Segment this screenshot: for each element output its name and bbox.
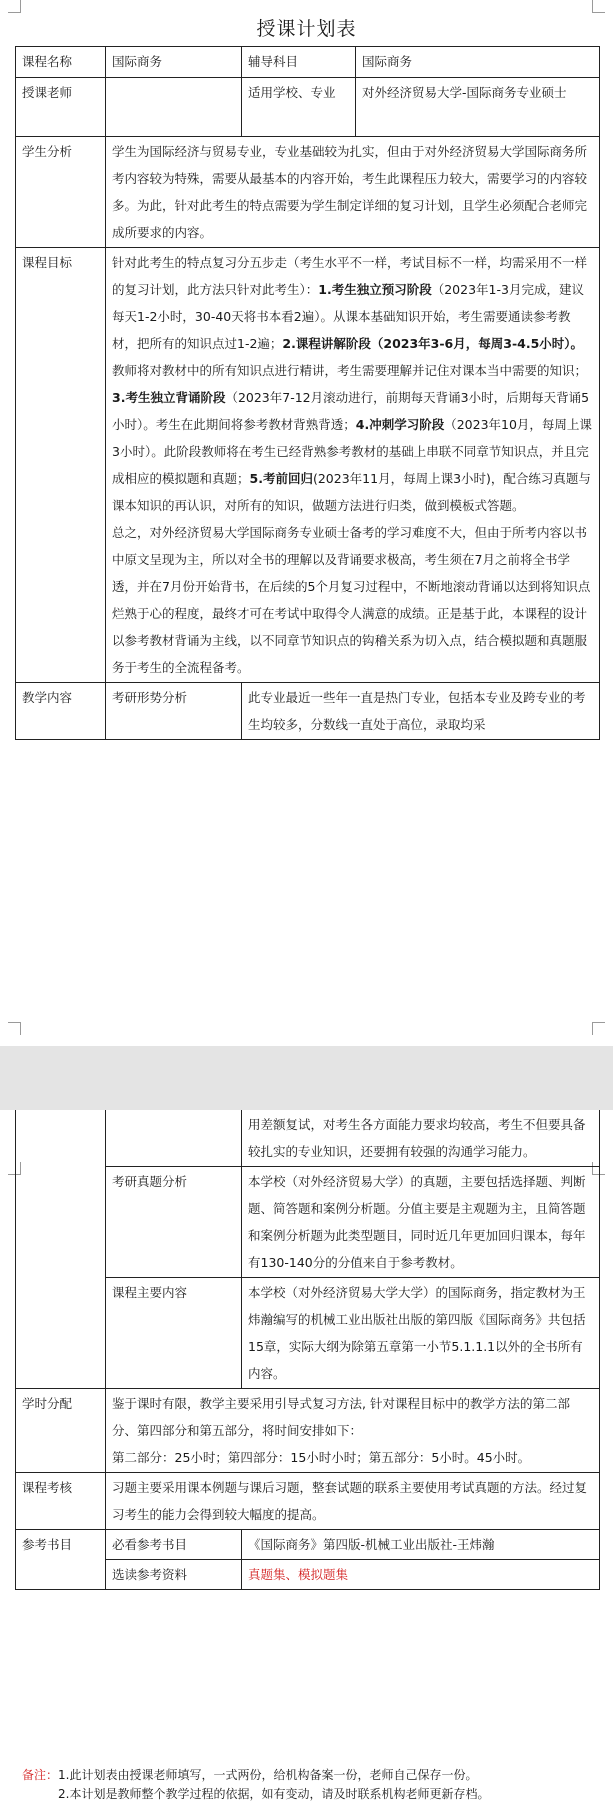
trend-analysis-text <box>242 683 600 740</box>
table-row <box>16 1389 600 1473</box>
table-row <box>16 78 600 137</box>
references-label: 参考书目 <box>16 1530 106 1590</box>
required-reading-label: 必看参考书目 <box>106 1530 242 1560</box>
footnote-1 <box>22 1766 602 1785</box>
hours-line-2: 第二部分：25小时；第四部分：15小时小时；第五部分：5小时。45小时。 <box>112 1450 531 1465</box>
student-analysis-content: 学生为国际经济与贸易专业，专业基础较为扎实，但由于对外经济贸易大学国际商务所考内容较为特殊，需要从最基本的内容开始，考生此课程压力较大，需要学习的内容较多。为此，针对此考生的特点需要为学生制定详细的复习计划，且学生必须配合老师完成所要求的内容。 <box>112 144 588 240</box>
required-reading-value: 《国际商务》第四版-机械工业出版社-王炜瀚 <box>242 1530 600 1560</box>
corner-mark <box>592 1022 605 1035</box>
teacher-label: 授课老师 <box>16 78 106 137</box>
optional-reading-value: 真题集、模拟题集 <box>242 1560 600 1590</box>
goal-stage-2-text: 教师将对教材中的所有知识点进行精讲，考生需要理解并记住对课本当中需要的知识； <box>112 363 588 378</box>
main-content-label: 课程主要内容 <box>106 1278 242 1389</box>
goal-stage-1-title: 1.考生独立预习阶段 <box>318 282 432 297</box>
teaching-content-label-continued <box>16 1110 106 1389</box>
plan-table-part2 <box>15 1110 600 1590</box>
student-analysis-label: 学生分析 <box>16 137 106 248</box>
main-content-content: 本学校（对外经济贸易大学大学）的国际商务，指定教材为王炜瀚编写的机械工业出版社出版的第四版《国际商务》共包括15章，实际大纲为除第五章第一小节5.1.1.1以外的全书所有内容。 <box>248 1285 586 1381</box>
sub-subject-label: 辅导科目 <box>242 47 356 78</box>
footnote-1-text: 1.此计划表由授课老师填写，一式两份，给机构备案一份，老师自己保存一份。 <box>58 1768 478 1782</box>
table-row <box>16 1110 600 1167</box>
goal-intro: 针对此考生的特点复习分五步走（考生水平不一样，考试目标不一样，均需采用不一样的复习计划，此方法只针对此考生）： <box>112 255 588 297</box>
main-content-text <box>242 1278 600 1389</box>
footnotes <box>22 1766 602 1804</box>
page-title: 授课计划表 <box>256 18 357 40</box>
footnote-label: 备注： <box>22 1768 59 1782</box>
trend-analysis-content-p1: 此专业最近一些年一直是热门专业，包括本专业及跨专业的考生均较多，分数线一直处于高位，录取均采 <box>248 690 586 732</box>
trend-analysis-label: 考研形势分析 <box>106 683 242 740</box>
plan-table-part1 <box>15 46 600 740</box>
footnote-2-text: 2.本计划是教师整个教学过程的依据，如有变动，请及时联系机构老师更新存档。 <box>58 1787 490 1801</box>
sub-subject-value: 国际商务 <box>356 47 600 78</box>
corner-mark <box>8 1022 21 1035</box>
assessment-text <box>106 1473 600 1530</box>
table-row <box>16 683 600 740</box>
table-row <box>16 47 600 78</box>
course-goal-text <box>106 248 600 683</box>
goal-stage-4-title: 4.冲刺学习阶段 <box>355 417 445 432</box>
trend-analysis-text-continued <box>242 1110 600 1167</box>
corner-mark <box>592 0 605 13</box>
course-goal-paragraph-1 <box>112 249 593 519</box>
hours-label: 学时分配 <box>16 1389 106 1473</box>
table-row <box>16 248 600 683</box>
teaching-content-label: 教学内容 <box>16 683 106 740</box>
goal-stage-4-text: （2023年10月，每周上课3小时）。此阶段教师将在考生已经背熟参考教材的基础上串联不同章节知识点，并且完成相应的模拟题和真题； <box>112 417 592 486</box>
course-goal-label: 课程目标 <box>16 248 106 683</box>
corner-mark <box>8 0 21 13</box>
student-analysis-text <box>106 137 600 248</box>
footnote-2 <box>22 1785 602 1804</box>
goal-stage-2-title: 2.课程讲解阶段（2023年3-6月，每周3-4.5小时）。 <box>282 336 584 351</box>
hours-line-1: 鉴于课时有限，教学主要采用引导式复习方法, 针对课程目标中的教学方法的第二部分、第四部分和第五部分，将时间安排如下： <box>112 1396 570 1438</box>
optional-reading-label: 选读参考资料 <box>106 1560 242 1590</box>
applicable-label: 适用学校、专业 <box>242 78 356 137</box>
course-name-value: 国际商务 <box>106 47 242 78</box>
table-row <box>16 1530 600 1560</box>
page-separator <box>0 1046 613 1110</box>
course-goal-paragraph-2: 总之，对外经济贸易大学国际商务专业硕士备考的学习难度不大，但由于所考内容以书中原文呈现为主，所以对全书的理解以及背诵要求极高，考生须在7月之前将全书学透，并在7月份开始背书，在后续的5个月复习过程中，不断地滚动背诵以达到将知识点烂熟于心的程度，最终才可在考试中取得令人满意的成绩。正是基于此，本课程的设计以参考教材背诵为主线，以不同章节知识点的钩稽关系为切入点，结合模拟题和真题服务于考生的全流程备考。 <box>112 525 591 675</box>
trend-analysis-label-continued <box>106 1110 242 1167</box>
trend-analysis-content-p2: 用差额复试，对考生各方面能力要求均较高，考生不但要具备较扎实的专业知识，还要拥有较强的沟通学习能力。 <box>248 1117 586 1159</box>
assessment-content: 习题主要采用课本例题与课后习题，整套试题的联系主要使用考试真题的方法。经过复习考生的能力会得到较大幅度的提高。 <box>112 1480 588 1522</box>
table-row <box>16 137 600 248</box>
table-row <box>16 1473 600 1530</box>
goal-stage-5-text: (2023年11月，每周上课3小时)，配合练习真题与课本知识的再认识，对所有的知识，做题方法进行归类，做到模板式答题。 <box>112 471 591 513</box>
exam-analysis-content: 本学校（对外经济贸易大学）的真题，主要包括选择题、判断题、简答题和案例分析题。分值主要是主观题为主，且简答题和案例分析题为此类型题目，同时近几年更加回归课本，每年有130-140分的分值来自于参考教材。 <box>248 1174 586 1270</box>
course-name-label: 课程名称 <box>16 47 106 78</box>
hours-text <box>106 1389 600 1473</box>
goal-stage-5-title: 5.考前回归 <box>249 471 313 486</box>
teacher-value <box>106 78 242 137</box>
applicable-value: 对外经济贸易大学-国际商务专业硕士 <box>356 78 600 137</box>
goal-stage-1-text: （2023年1-3月完成，建议每天1-2小时，30-40天将书本看2遍）。从课本基础知识开始，考生需要通读参考教材，把所有的知识点过1-2遍； <box>112 282 584 351</box>
exam-analysis-label: 考研真题分析 <box>106 1167 242 1278</box>
assessment-label: 课程考核 <box>16 1473 106 1530</box>
exam-analysis-text <box>242 1167 600 1278</box>
goal-stage-3-text: （2023年7-12月滚动进行，前期每天背诵3小时，后期每天背诵5小时）。考生在此期间将参考教材背熟背透； <box>112 390 590 432</box>
document-page-2 <box>0 1110 613 1819</box>
goal-stage-3-title: 3.考生独立背诵阶段 <box>112 390 226 405</box>
